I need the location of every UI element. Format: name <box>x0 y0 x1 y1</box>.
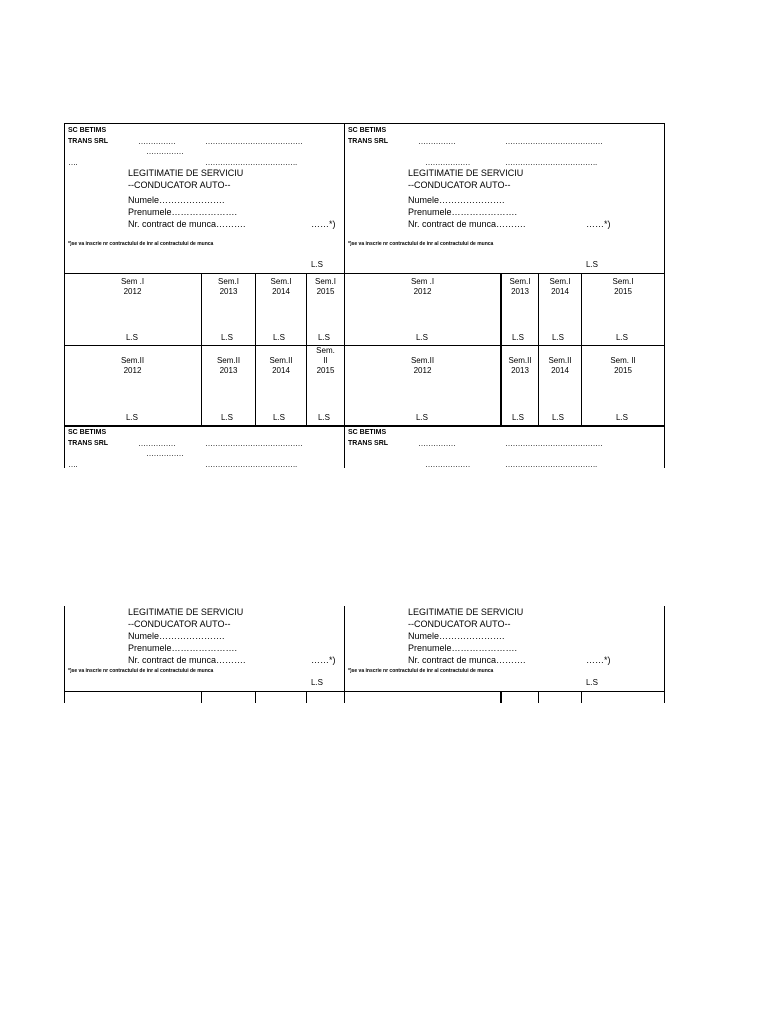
border-right <box>664 606 665 703</box>
dotted-line: …. <box>68 460 78 469</box>
dotted-line: …………… <box>418 439 456 448</box>
field-prenumele: Prenumele…………………. <box>128 643 238 653</box>
dotted-line: …………… <box>146 449 184 458</box>
card-title: LEGITIMATIE DE SERVICIU <box>408 607 524 617</box>
border-center <box>344 606 345 703</box>
ls-stamp: L.S <box>552 413 565 422</box>
grid-mid-line <box>64 345 665 346</box>
semester-cell-label: Sem.I 2015 <box>315 277 336 296</box>
field-contract: Nr. contract de munca………. <box>408 655 526 665</box>
card-subtitle: --CONDUCATOR AUTO-- <box>408 619 511 629</box>
ls-stamp: L.S <box>311 678 324 687</box>
semester-cell-label: Sem.II 2013 <box>216 356 241 375</box>
card-subtitle: --CONDUCATOR AUTO-- <box>408 180 511 190</box>
company-name-line1: SC BETIMS <box>348 127 387 134</box>
dotted-line: …. <box>68 158 78 167</box>
dotted-line: ……………… <box>425 460 470 469</box>
border-top <box>64 123 665 124</box>
ls-stamp: L.S <box>416 413 429 422</box>
dotted-line: ………………………………. <box>205 460 297 469</box>
card-footnote: *)se va inscrie nr contractului de inr al contractului de munca <box>348 241 494 247</box>
company-name-line1: SC BETIMS <box>348 429 387 436</box>
dotted-line: ………………………………… <box>205 439 303 448</box>
field-prenumele: Prenumele…………………. <box>128 207 238 217</box>
field-contract: Nr. contract de munca………. <box>128 219 246 229</box>
semester-cell-label: Sem. II 2015 <box>610 356 636 375</box>
ls-stamp: L.S <box>318 413 331 422</box>
field-numele: Numele…………………. <box>408 631 505 641</box>
semester-cell-label: Sem.I 2013 <box>218 277 239 296</box>
field-contract-tail: ……*) <box>586 655 611 665</box>
card-subtitle: --CONDUCATOR AUTO-- <box>128 619 231 629</box>
semester-cell-label: Sem.I 2014 <box>549 277 571 296</box>
card-title: LEGITIMATIE DE SERVICIU <box>408 168 524 178</box>
ls-stamp: L.S <box>512 413 525 422</box>
company-name-line2: TRANS SRL <box>348 138 389 145</box>
dotted-line: ……………… <box>425 158 470 167</box>
company-name-line1: SC BETIMS <box>68 429 107 436</box>
company-name-line2: TRANS SRL <box>348 440 389 447</box>
field-contract: Nr. contract de munca………. <box>408 219 526 229</box>
semester-cell-label: Sem.I 2015 <box>612 277 634 296</box>
company-name-line2: TRANS SRL <box>68 440 109 447</box>
semester-cell-label: Sem .I 2012 <box>120 277 145 296</box>
field-prenumele: Prenumele…………………. <box>408 643 518 653</box>
dotted-line: ………………………………… <box>205 137 303 146</box>
ls-stamp: L.S <box>616 413 629 422</box>
grid-bottom-line <box>64 425 665 427</box>
card-title: LEGITIMATIE DE SERVICIU <box>128 607 244 617</box>
ls-stamp: L.S <box>552 333 565 342</box>
semester-cell-label: Sem.II 2012 <box>410 356 435 375</box>
ls-stamp: L.S <box>318 333 331 342</box>
dotted-line: …………… <box>138 439 176 448</box>
semester-cell-label: Sem.II 2012 <box>120 356 145 375</box>
company-name-line1: SC BETIMS <box>68 127 107 134</box>
card-footnote: *)se va inscrie nr contractului de inr al contractului de munca <box>68 241 214 247</box>
field-contract-tail: ……*) <box>311 219 336 229</box>
card-title: LEGITIMATIE DE SERVICIU <box>128 168 244 178</box>
card-subtitle: --CONDUCATOR AUTO-- <box>128 180 231 190</box>
field-numele: Numele…………………. <box>128 631 225 641</box>
ls-stamp: L.S <box>126 333 139 342</box>
dotted-line: …………… <box>418 137 456 146</box>
border-left <box>64 606 65 703</box>
card-footnote: *)se va inscrie nr contractului de inr al contractului de munca <box>348 668 494 674</box>
ls-stamp: L.S <box>512 333 525 342</box>
grid-top-line <box>64 691 665 692</box>
ls-stamp: L.S <box>586 678 599 687</box>
dotted-line: …………… <box>138 137 176 146</box>
semester-cell-label: Sem .I 2012 <box>410 277 435 296</box>
dotted-line: …………… <box>146 147 184 156</box>
border-right <box>664 123 665 468</box>
ls-stamp: L.S <box>273 413 286 422</box>
semester-cell-label: Sem.II 2014 <box>269 356 293 375</box>
field-numele: Numele…………………. <box>128 195 225 205</box>
ls-stamp: L.S <box>126 413 139 422</box>
company-name-line2: TRANS SRL <box>68 138 109 145</box>
ls-stamp: L.S <box>221 333 234 342</box>
grid-top-line <box>64 273 665 274</box>
semester-cell-label: Sem. II 2015 <box>316 346 335 375</box>
ls-stamp: L.S <box>311 260 324 269</box>
ls-stamp: L.S <box>273 333 286 342</box>
dotted-line: ………………………………… <box>505 137 603 146</box>
ls-stamp: L.S <box>221 413 234 422</box>
dotted-line: ………………………………. <box>205 158 297 167</box>
dotted-line: ………………………………. <box>505 158 597 167</box>
field-contract-tail: ……*) <box>311 655 336 665</box>
dotted-line: ………………………………. <box>505 460 597 469</box>
ls-stamp: L.S <box>416 333 429 342</box>
field-prenumele: Prenumele…………………. <box>408 207 518 217</box>
semester-cell-label: Sem.II 2013 <box>508 356 532 375</box>
ls-stamp: L.S <box>616 333 629 342</box>
semester-cell-label: Sem.II 2014 <box>548 356 572 375</box>
field-contract-tail: ……*) <box>586 219 611 229</box>
semester-cell-label: Sem.I 2013 <box>509 277 531 296</box>
field-numele: Numele…………………. <box>408 195 505 205</box>
field-contract: Nr. contract de munca………. <box>128 655 246 665</box>
dotted-line: ………………………………… <box>505 439 603 448</box>
ls-stamp: L.S <box>586 260 599 269</box>
semester-cell-label: Sem.I 2014 <box>270 277 292 296</box>
card-footnote: *)se va inscrie nr contractului de inr al contractului de munca <box>68 668 214 674</box>
